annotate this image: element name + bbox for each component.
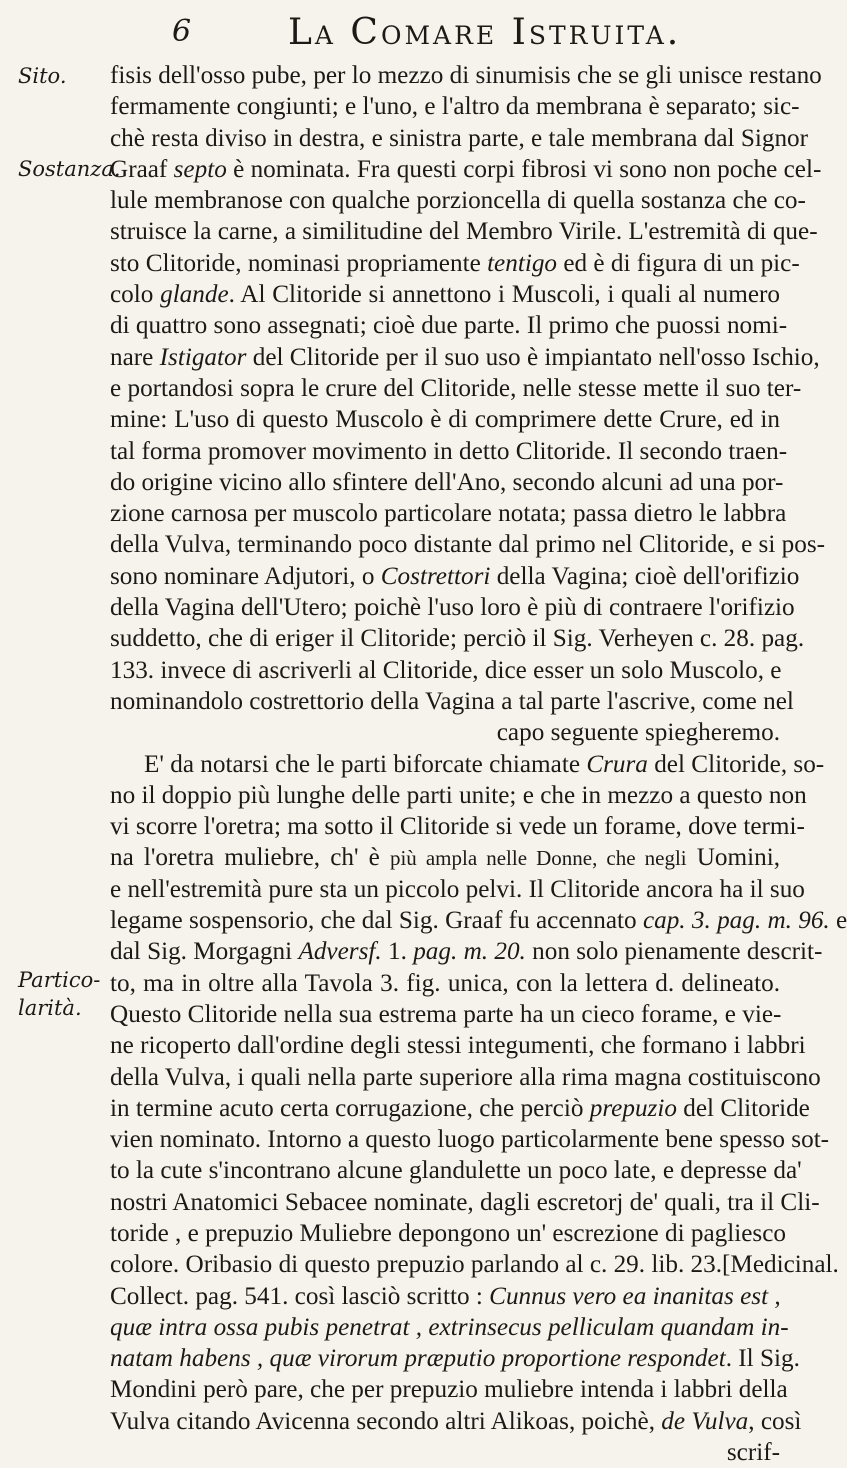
- text-run: vien nominato. Intorno a questo luogo particolarmente bene spesso sot-: [110, 1126, 830, 1154]
- text-run: chè resta diviso in destra, e sinistra parte, e tale membrana dal Signor: [110, 124, 809, 152]
- margin-note-sito: Sito.: [18, 64, 67, 88]
- text-line: [110, 60, 822, 91]
- text-run: Collect. pag. 541. così lasciò scritto :: [110, 1282, 490, 1310]
- text-run: tal forma promover movimento in detto Clitoride. Il secondo traen-: [110, 437, 788, 465]
- text-line: [110, 91, 800, 122]
- text-line: [110, 1374, 788, 1405]
- text-run: 1.: [381, 938, 414, 966]
- text-line: [110, 936, 823, 967]
- text-run: struisce la carne, a similitudine del Membro Virile. L'estremità di que-: [110, 218, 818, 246]
- text-line: [110, 623, 805, 654]
- text-line: [110, 248, 800, 279]
- text-run: . Il Sig.: [725, 1345, 800, 1373]
- text-run: della Vulva, i quali nella parte superiore alla rima magna costituiscono: [110, 1063, 821, 1091]
- text-run: della Vagina; cioè dell'orifizio: [490, 562, 800, 590]
- text-run: na l'oretra muliebre, ch' è: [110, 844, 390, 872]
- text-line: [110, 592, 795, 623]
- text-line: [110, 216, 818, 247]
- text-line: [110, 1406, 802, 1437]
- text-run: colore. Oribasio di questo prepuzio parlando al c. 29. lib. 23.[Medicinal.: [110, 1251, 839, 1279]
- text-run: di quattro sono assegnati; cioè due parte. Il primo che puossi nomi-: [110, 312, 788, 340]
- text-run: capo seguente spiegheremo.: [496, 719, 780, 747]
- text-run: no il doppio più lunghe delle parti unite; e che in mezzo a questo non: [110, 781, 807, 809]
- text-line: [110, 686, 794, 717]
- text-run: Graaf: [110, 155, 174, 183]
- text-line: [110, 123, 809, 154]
- text-run: pag. m. 20.: [413, 938, 526, 966]
- text-run: vi scorre l'oretra; ma sotto il Clitoride si vede un forame, dove termi-: [110, 813, 805, 841]
- margin-note-particolarita-line2: larità.: [18, 996, 82, 1020]
- text-run: mine: L'uso di questo Muscolo è di comprimere dette Crure, ed in: [110, 406, 780, 434]
- text-run: nostri Anatomici Sebacee nominate, dagli escretorj de' quali, tra il Cli-: [110, 1188, 820, 1216]
- text-line: [110, 1062, 821, 1093]
- text-run: do origine vicino allo sfintere dell'Ano, secondo alcuni ad una por-: [110, 468, 784, 496]
- text-run: E' da notarsi che le parti biforcate chiamate: [144, 750, 587, 778]
- text-run: in termine acuto certa corrugazione, che perciò: [110, 1094, 590, 1122]
- text-run: legame sospensorio, che dal Sig. Graaf fu accennato: [110, 907, 643, 935]
- text-run: Mondini però pare, che per prepuzio muliebre intenda i labbri della: [110, 1376, 788, 1404]
- text-run: dal Sig. Morgagni: [110, 938, 299, 966]
- text-run: glande: [160, 281, 229, 309]
- text-line: [110, 498, 787, 529]
- text-run: del Clitoride per il suo uso è impiantato nell'osso Ischio,: [246, 343, 820, 371]
- text-run: del Clitoride, so-: [647, 750, 825, 778]
- text-run: nominandolo costrettorio della Vagina a tal parte l'ascrive, come nel: [110, 687, 794, 715]
- text-line: [110, 780, 807, 811]
- text-run: fermamente congiunti; e l'uno, e l'altro da membrana è separato; sic-: [110, 93, 800, 121]
- text-run: Cunnus vero ea inanitas est ,: [489, 1282, 781, 1310]
- text-line: [110, 436, 788, 467]
- text-run: sto Clitoride, nominasi propriamente: [110, 249, 488, 277]
- text-line: [110, 529, 826, 560]
- text-line: [110, 874, 805, 905]
- text-run: de Vulva: [661, 1407, 749, 1435]
- body-text: [110, 60, 847, 1468]
- text-run: Crura: [586, 750, 648, 778]
- text-line: [110, 1093, 810, 1124]
- text-line: [110, 968, 780, 999]
- text-run: fisis dell'osso pube, per lo mezzo di sinumisis che se gli unisce restano: [110, 62, 822, 89]
- text-run: più ampla nelle Donne, che negli: [389, 846, 687, 871]
- text-run: to, ma in oltre alla Tavola 3. fig. unica, con la lettera d. delineato.: [110, 969, 780, 997]
- text-line: [110, 1155, 802, 1186]
- text-run: Adversf.: [298, 938, 382, 966]
- text-run: e portandosi sopra le crure del Clitoride, nelle stesse mette il suo ter-: [110, 374, 802, 402]
- text-line: [110, 1187, 820, 1218]
- text-run: septo: [173, 155, 227, 183]
- text-run: della Vulva, terminando poco distante dal primo nel Clitoride, e si pos-: [110, 531, 826, 559]
- text-run: prepuzio: [589, 1094, 677, 1122]
- text-run: nare: [110, 343, 160, 371]
- text-line: [110, 279, 780, 310]
- running-title: La Comare Istruita.: [288, 12, 682, 53]
- text-run: 133. invece di ascriverli al Clitoride, dice esser un solo Muscolo, e: [110, 656, 782, 684]
- text-line: [110, 1343, 800, 1374]
- text-line: [110, 404, 780, 435]
- text-line: [110, 467, 784, 498]
- margin-note-particolarita-line1: Partico-: [18, 968, 101, 992]
- text-run: zione carnosa per muscolo particolare notata; passa dietro le labbra: [110, 500, 787, 528]
- text-run: sono nominare Adjutori, o: [110, 562, 381, 590]
- text-run: suddetto, che di eriger il Clitoride; perciò il Sig. Verheyen c. 28. pag.: [110, 625, 805, 653]
- text-line: [110, 185, 806, 216]
- text-line: [110, 749, 825, 780]
- text-run: to la cute s'incontrano alcune glandulette un poco late, e depresse da': [110, 1157, 802, 1185]
- page-number: 6: [172, 14, 192, 49]
- text-line: [110, 1312, 789, 1343]
- text-line: [110, 1124, 830, 1155]
- text-run: . Al Clitoride si annettono i Muscoli, i quali al numero: [228, 281, 780, 309]
- text-line: [110, 1437, 780, 1468]
- text-run: colo: [110, 281, 161, 309]
- text-run: è nominata. Fra questi corpi fibrosi vi sono non poche cel-: [226, 155, 822, 183]
- text-run: scrif-: [726, 1439, 780, 1467]
- margin-note-sostanza: Sostanza.: [18, 157, 121, 181]
- text-line: [110, 717, 780, 748]
- margin-note-particolarita: [18, 966, 102, 1022]
- text-run: del Clitoride: [676, 1094, 810, 1122]
- text-line: [110, 811, 805, 842]
- text-run: Uomini,: [686, 844, 780, 872]
- text-line: [110, 842, 780, 873]
- text-line: [110, 561, 800, 592]
- text-run: Vulva citando Avicenna secondo altri Alikoas, poichè,: [110, 1407, 662, 1435]
- text-line: [110, 905, 847, 936]
- text-run: Istigator: [159, 343, 247, 371]
- text-run: Costrettori: [380, 562, 491, 590]
- text-run: cap. 3. pag. m. 96.: [642, 907, 830, 935]
- text-line: [110, 655, 780, 686]
- text-run: della Vagina dell'Utero; poichè l'uso loro è più di contraere l'orifizio: [110, 594, 795, 622]
- page-header: [0, 10, 800, 60]
- text-line: [110, 342, 820, 373]
- text-run: e nell'estremità pure sta un piccolo pelvi. Il Clitoride ancora ha il suo: [110, 875, 805, 903]
- text-line: [110, 999, 780, 1030]
- text-run: , così: [748, 1407, 802, 1435]
- text-run: natam habens , quæ virorum præputio proportione respondet: [110, 1345, 726, 1373]
- text-run: ne ricoperto dall'ordine degli stessi integumenti, che formano i labbri: [110, 1032, 806, 1060]
- text-run: e: [829, 907, 847, 935]
- text-run: Questo Clitoride nella sua estrema parte ha un cieco forame, e vie-: [110, 1000, 782, 1028]
- text-line: [110, 1249, 839, 1280]
- text-line: [110, 154, 822, 185]
- text-run: non solo pienamente descrit-: [525, 938, 823, 966]
- text-line: [110, 373, 802, 404]
- text-run: quæ intra ossa pubis penetrat , extrinsecus pelliculam quandam in-: [110, 1313, 789, 1341]
- text-line: [110, 1281, 780, 1312]
- text-run: lule membranose con qualche porzioncella di quella sostanza che co-: [110, 187, 806, 215]
- text-run: toride , e prepuzio Muliebre depongono un' escrezione di pagliesco: [110, 1219, 786, 1247]
- text-run: ed è di figura di un pic-: [557, 249, 800, 277]
- text-run: tentigo: [487, 249, 558, 277]
- text-line: [110, 1030, 806, 1061]
- text-line: [110, 1218, 786, 1249]
- text-line: [110, 310, 788, 341]
